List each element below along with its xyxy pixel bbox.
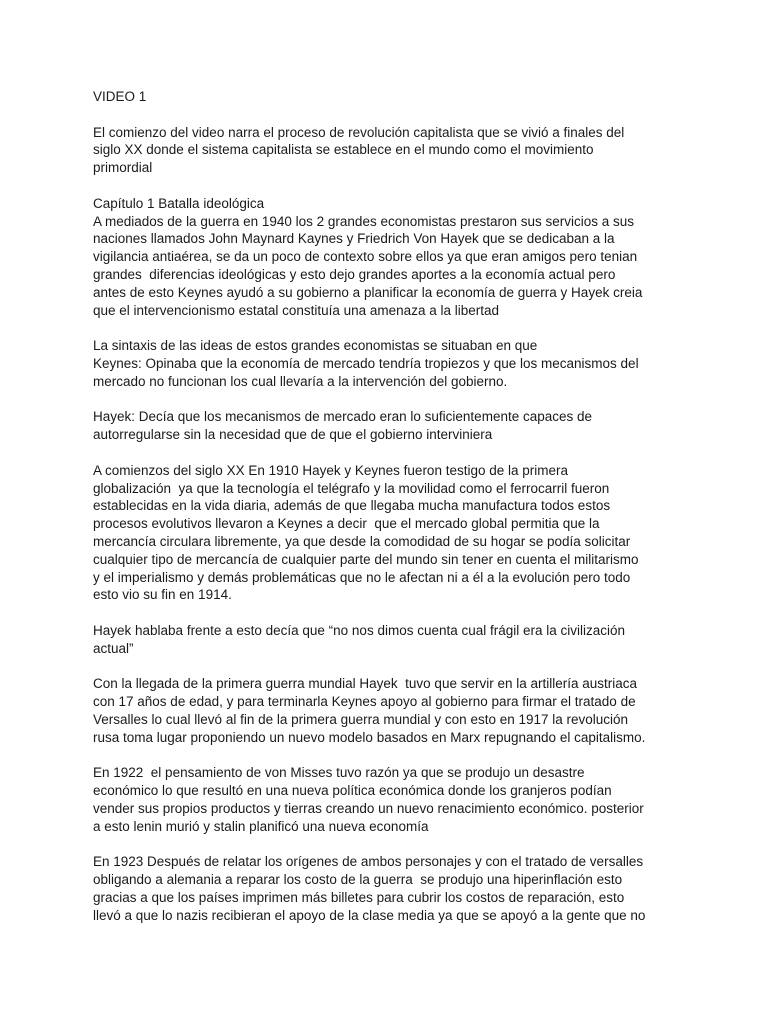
text-line: Hayek hablaba frente a esto decía que “no nos dimos cuenta cual frágil era la civilización [93,622,626,638]
text-line: El comienzo del video narra el proceso de revolución capitalista que se vivió a finales del [93,124,625,140]
text-line: En 1923 Después de relatar los orígenes de ambos personajes y con el tratado de versalles [93,854,644,870]
text-line: Hayek: Decía que los mecanismos de mercado eran lo suficientemente capaces de [93,409,593,425]
text-line: con 17 años de edad, y para terminarla Keynes apoyo al gobierno para firmar el tratado de [93,694,636,710]
text-line: actual” [93,640,134,656]
text-line: naciones llamados John Maynard Kaynes y Friedrich Von Hayek que se dedicaban a la [93,231,615,247]
text-line: vender sus propios productos y tierras creando un nuevo renacimiento económico. posterior [93,800,644,816]
text-line: y el imperialismo y demás problemáticas que no le afectan ni a él a la evolución pero todo [93,569,631,585]
text-line: A comienzos del siglo XX En 1910 Hayek y Keynes fueron testigo de la primera [93,462,569,478]
document-page [93,88,693,942]
text-line: grandes diferencias ideológicas y esto dejo grandes aportes a la economía actual pero [93,266,616,282]
paragraph [93,337,693,390]
text-line: Keynes: Opinaba que la economía de mercado tendría tropiezos y que los mecanismos del [93,355,639,371]
text-line: autorregularse sin la necesidad que de que el gobierno interviniera [93,427,493,443]
text-line: Versalles lo cual llevó al fin de la primera guerra mundial y con esto en 1917 la revolución [93,711,629,727]
paragraph [93,675,693,746]
text-line: rusa toma lugar proponiendo un nuevo modelo basados en Marx repugnando el capitalismo. [93,729,646,745]
text-line: a esto lenin murió y stalin planificó una nueva economía [93,818,429,834]
text-line: Con la llegada de la primera guerra mundial Hayek tuvo que servir en la artillería austriaca [93,676,638,692]
text-line: gracias a que los países imprimen más billetes para cubrir los costos de reparación, esto [93,889,625,905]
paragraph [93,764,693,835]
text-line: siglo XX donde el sistema capitalista se establece en el mundo como el movimiento [93,142,594,158]
document-body [93,124,693,925]
text-line: primordial [93,160,153,176]
text-line: obligando a alemania a reparar los costo de la guerra se produjo una hiperinflación esto [93,872,623,888]
text-line: vigilancia antiaérea, se da un poco de contexto sobre ellos ya que eran amigos pero tenian [93,249,638,265]
text-line: mercancía circulara libremente, ya que desde la comodidad de su hogar se podía solicitar [93,533,631,549]
text-line: globalización ya que la tecnología el telégrafo y la movilidad como el ferrocarril fueron [93,480,610,496]
paragraph [93,195,693,320]
text-line: establecidas en la vida diaria, además de que llegaba mucha manufactura todos estos [93,498,611,514]
text-line: mercado no funcionan los cual llevaría a la intervención del gobierno. [93,373,508,389]
text-line: En 1922 el pensamiento de von Misses tuvo razón ya que se produjo un desastre [93,765,585,781]
text-line: Capítulo 1 Batalla ideológica [93,195,265,211]
text-line: A mediados de la guerra en 1940 los 2 grandes economistas prestaron sus servicios a sus [93,213,635,229]
paragraph [93,622,693,658]
document-title: VIDEO 1 [93,89,147,104]
text-line: que el intervencionismo estatal constituía una amenaza a la libertad [93,302,499,318]
paragraph [93,124,693,177]
text-line: esto vio su fin en 1914. [93,587,232,603]
text-line: procesos evolutivos llevaron a Keynes a decir que el mercado global permitia que la [93,516,600,532]
paragraph [93,408,693,444]
text-line: económico lo que resultó en una nueva política económica donde los granjeros podían [93,783,612,799]
paragraph [93,853,693,924]
text-line: llevó a que lo nazis recibieran el apoyo de la clase media ya que se apoyó a la gente que no [93,907,646,923]
text-line: La sintaxis de las ideas de estos grandes economistas se situaban en que [93,338,538,354]
text-line: antes de esto Keynes ayudó a su gobierno a planificar la economía de guerra y Hayek creia [93,284,643,300]
text-line: cualquier tipo de mercancía de cualquier parte del mundo sin tener en cuenta el militarismo [93,551,639,567]
paragraph [93,462,693,604]
